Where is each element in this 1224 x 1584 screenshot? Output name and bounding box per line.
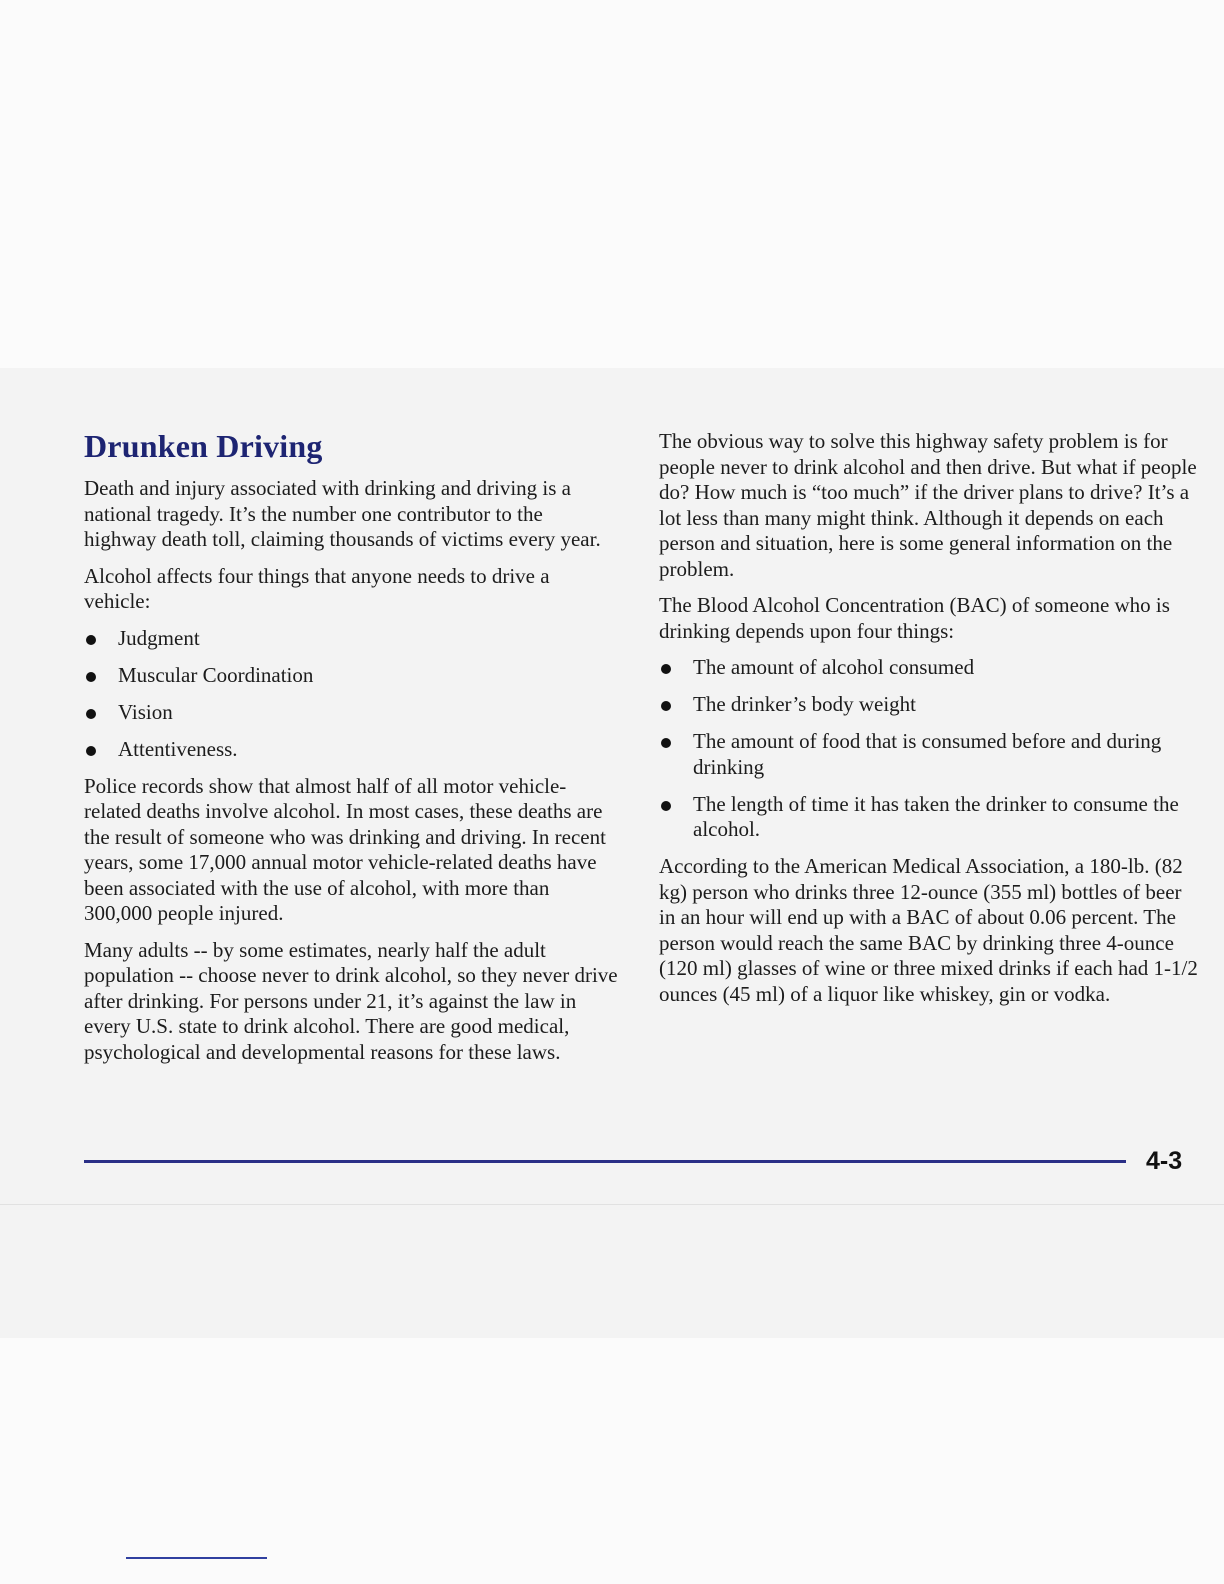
divider (0, 1204, 1224, 1205)
list-item (659, 729, 1199, 780)
page-number: 4-3 (1146, 1147, 1183, 1175)
list-item-text: Vision (118, 699, 173, 724)
list-item-text: The amount of food that is consumed before and during drinking (693, 729, 1162, 779)
page-content (0, 368, 1224, 1338)
bullet-icon (86, 635, 96, 645)
list-item (659, 792, 1199, 843)
list-item-text: Attentiveness. (118, 736, 238, 761)
bullet-icon (661, 738, 671, 748)
list-item (659, 692, 1199, 718)
list-item (84, 737, 619, 763)
bullet-icon (86, 746, 96, 756)
list-item (659, 655, 1199, 681)
affects-intro-paragraph: Alcohol affects four things that anyone needs to drive a vehicle: (84, 563, 550, 613)
footer-rule (84, 1160, 1126, 1163)
obvious-way-paragraph: The obvious way to solve this highway safety problem is for people never to drink alcohol and then drive. But what if people do? How much is “too much” if the driver plans to drive? It’s a lot less than many might think. Although it depends on each person and situation, here is some general information on the problem. (659, 429, 1197, 581)
bullet-icon (86, 709, 96, 719)
bullet-icon (661, 801, 671, 811)
bullet-icon (661, 701, 671, 711)
right-column (659, 429, 1199, 1018)
bullet-icon (661, 664, 671, 674)
page-title: Drunken Driving (84, 428, 323, 464)
many-adults-paragraph: Many adults -- by some estimates, nearly half the adult population -- choose never to drink alcohol, so they never drive after drinking. For persons under 21, it’s against the law in every U.S. state to drink alcohol. There are good medical, psychological and developmental reasons for these laws. (84, 937, 618, 1064)
list-item (84, 663, 619, 689)
list-item-text: Muscular Coordination (118, 662, 314, 687)
bottom-link-underline (126, 1557, 267, 1559)
ama-paragraph: According to the American Medical Association, a 180-lb. (82 kg) person who drinks three 12-ounce (355 ml) bottles of beer in an hour will end up with a BAC of about 0.06 percent. The person would reach the same BAC by drinking three 4-ounce (120 ml) glasses of wine or three mixed drinks if each had 1-1/2 ounces (45 ml) of a liquor like whiskey, gin or vodka. (659, 854, 1198, 1006)
intro-paragraph: Death and injury associated with drinking and driving is a national tragedy. It’s the number one contributor to the highway death toll, claiming thousands of victims every year. (84, 476, 601, 551)
list-item (84, 700, 619, 726)
list-item (84, 626, 619, 652)
list-item-text: The length of time it has taken the drinker to consume the alcohol. (693, 791, 1179, 841)
police-records-paragraph: Police records show that almost half of all motor vehicle-related deaths involve alcohol. In most cases, these deaths are the result of someone who was drinking and driving. In recent years, some 17,000 annual motor vehicle-related deaths have been associated with the use of alcohol, with more than 300,000 people injured. (84, 773, 606, 925)
list-item-text: The amount of alcohol consumed (693, 655, 975, 679)
bac-intro-paragraph: The Blood Alcohol Concentration (BAC) of someone who is drinking depends upon four things: (659, 593, 1170, 643)
affects-list (84, 626, 619, 763)
list-item-text: The drinker’s body weight (693, 692, 916, 716)
bullet-icon (86, 672, 96, 682)
list-item-text: Judgment (118, 625, 200, 650)
left-column (84, 426, 619, 1076)
bac-factors-list (659, 655, 1199, 843)
